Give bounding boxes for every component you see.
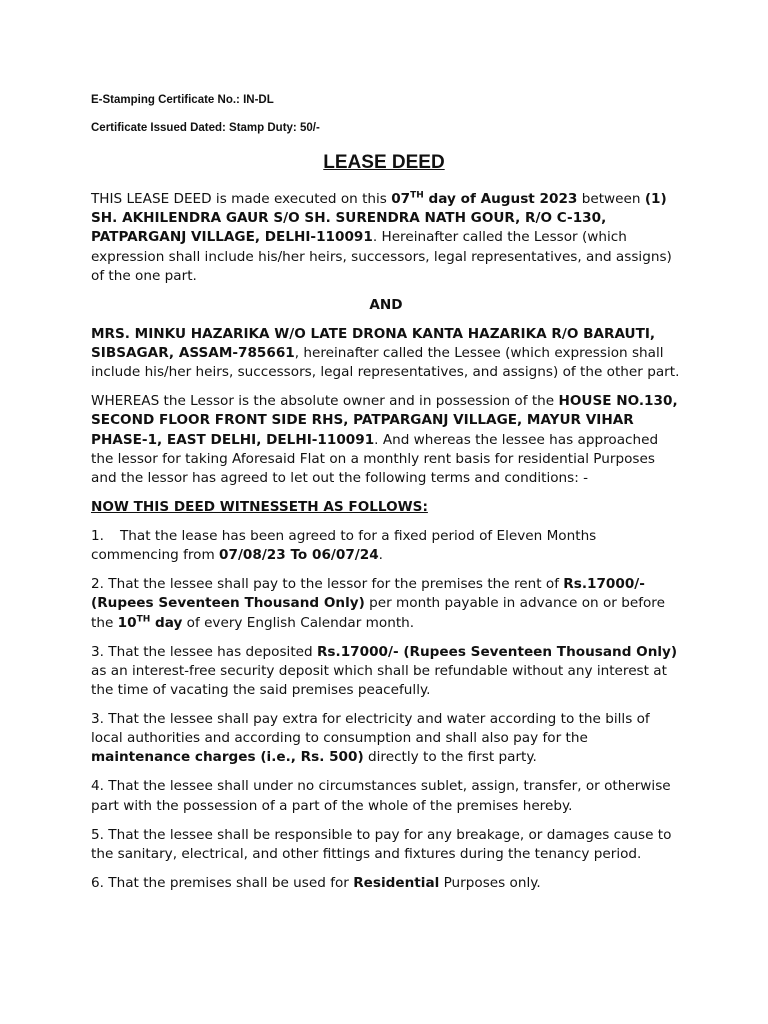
- lessee-paragraph: [91, 325, 681, 383]
- witnesseth-heading: NOW THIS DEED WITNESSETH AS FOLLOWS:: [91, 499, 428, 516]
- lessee-text: , hereinafter called the Lessee (which expression shall include his/her heirs, successors, legal representatives, and assigns) of the other part.: [91, 345, 680, 381]
- clause-3-text-2: as an interest-free security deposit which shall be refundable without any interest at the time of vacating the said premises peacefully.: [91, 662, 667, 699]
- document-title: LEASE DEED: [323, 152, 445, 173]
- intro-text-1: THIS LEASE DEED is made executed on this: [91, 191, 392, 207]
- clause-6-text-2: Purposes only.: [439, 874, 541, 891]
- certificate-issued-line: Certificate Issued Dated: Stamp Duty: 50/-: [91, 122, 320, 134]
- clause-1-text-1: That the lease has been agreed to for a fixed period of Eleven Months commencing from: [91, 528, 597, 564]
- clause-4-text: 4. That the lessee shall under no circumstances sublet, assign, transfer, or otherwise part with the possession of a part of the whole of the premises hereby.: [91, 778, 671, 814]
- premises-use-type: Residential: [353, 874, 440, 891]
- due-day-suffix: TH: [136, 614, 151, 625]
- property-address: HOUSE NO.130, SECOND FLOOR FRONT SIDE RHS, PATPARGANJ VILLAGE, MAYUR VIHAR PHASE-1, EAST DELHI, DELHI-110091: [91, 393, 678, 448]
- clause-3-utilities: [91, 710, 681, 768]
- intro-paragraph: [91, 190, 681, 286]
- whereas-text-1: WHEREAS the Lessor is the absolute owner and in possession of the: [91, 393, 559, 410]
- rent-amount: Rs.17000/- (Rupees Seventeen Thousand Only): [91, 576, 645, 612]
- clause-3b-text-2: directly to the first party.: [363, 749, 537, 766]
- clause-2: [91, 575, 681, 633]
- certificate-number: E-Stamping Certificate No.: IN-DL: [91, 94, 274, 106]
- lessor-details: (1) SH. AKHILENDRA GAUR S/O SH. SURENDRA NATH GOUR, R/O C-130, PATPARGANJ VILLAGE, DELHI-110091: [91, 191, 667, 246]
- document-body: [91, 190, 681, 903]
- lessee-details: MRS. MINKU HAZARIKA W/O LATE DRONA KANTA HAZARIKA R/O BARAUTI, SIBSAGAR, ASSAM-785661: [91, 325, 656, 362]
- intro-date-month-year: day of August 2023: [423, 191, 578, 207]
- clause-1: [91, 527, 681, 565]
- clause-3: [91, 643, 681, 701]
- clause-6: [91, 874, 681, 893]
- clause-1-text-2: .: [378, 547, 383, 564]
- clause-2-text-2: per month payable in advance on or before the: [91, 595, 665, 631]
- intro-date-day: 07: [391, 191, 411, 207]
- intro-text-2: between: [577, 191, 645, 207]
- clause-5-text: 5. That the lessee shall be responsible to pay for any breakage, or damages cause to the sanitary, electrical, and other fittings and fixtures during the tenancy period.: [91, 826, 672, 862]
- due-day-number: 10: [117, 614, 137, 631]
- whereas-paragraph: [91, 392, 681, 488]
- clause-3-text-1: 3. That the lessee has deposited: [91, 643, 317, 660]
- clause-2-text-1: 2. That the lessee shall pay to the lessor for the premises the rent of: [91, 576, 564, 593]
- maintenance-charges: maintenance charges (i.e., Rs. 500): [91, 749, 364, 766]
- clause-3b-text-1: 3. That the lessee shall pay extra for electricity and water according to the bills of local authorities and according to consumption and shall also pay for the: [91, 711, 650, 747]
- security-deposit-amount: Rs.17000/- (Rupees Seventeen Thousand Only): [316, 643, 678, 660]
- due-day-word: day: [150, 614, 183, 631]
- clause-2-text-3: of every English Calendar month.: [182, 614, 415, 631]
- clause-5: [91, 826, 681, 864]
- and-separator: AND: [369, 296, 403, 313]
- lease-period: 07/08/23 To 06/07/24: [219, 547, 379, 564]
- clause-1-number: 1.: [91, 528, 104, 545]
- clause-4: [91, 777, 681, 815]
- intro-text-3: . Hereinafter called the Lessor (which expression shall include his/her heirs, successors, legal representatives, and assigns) of the one part.: [91, 229, 672, 284]
- clause-6-text-1: 6. That the premises shall be used for: [91, 874, 354, 891]
- whereas-text-2: . And whereas the lessee has approached the lessor for taking Aforesaid Flat on a monthly rent basis for residential Purposes and the lessor has agreed to let out the following terms and conditions: -: [91, 431, 659, 487]
- intro-date-suffix: TH: [410, 190, 424, 201]
